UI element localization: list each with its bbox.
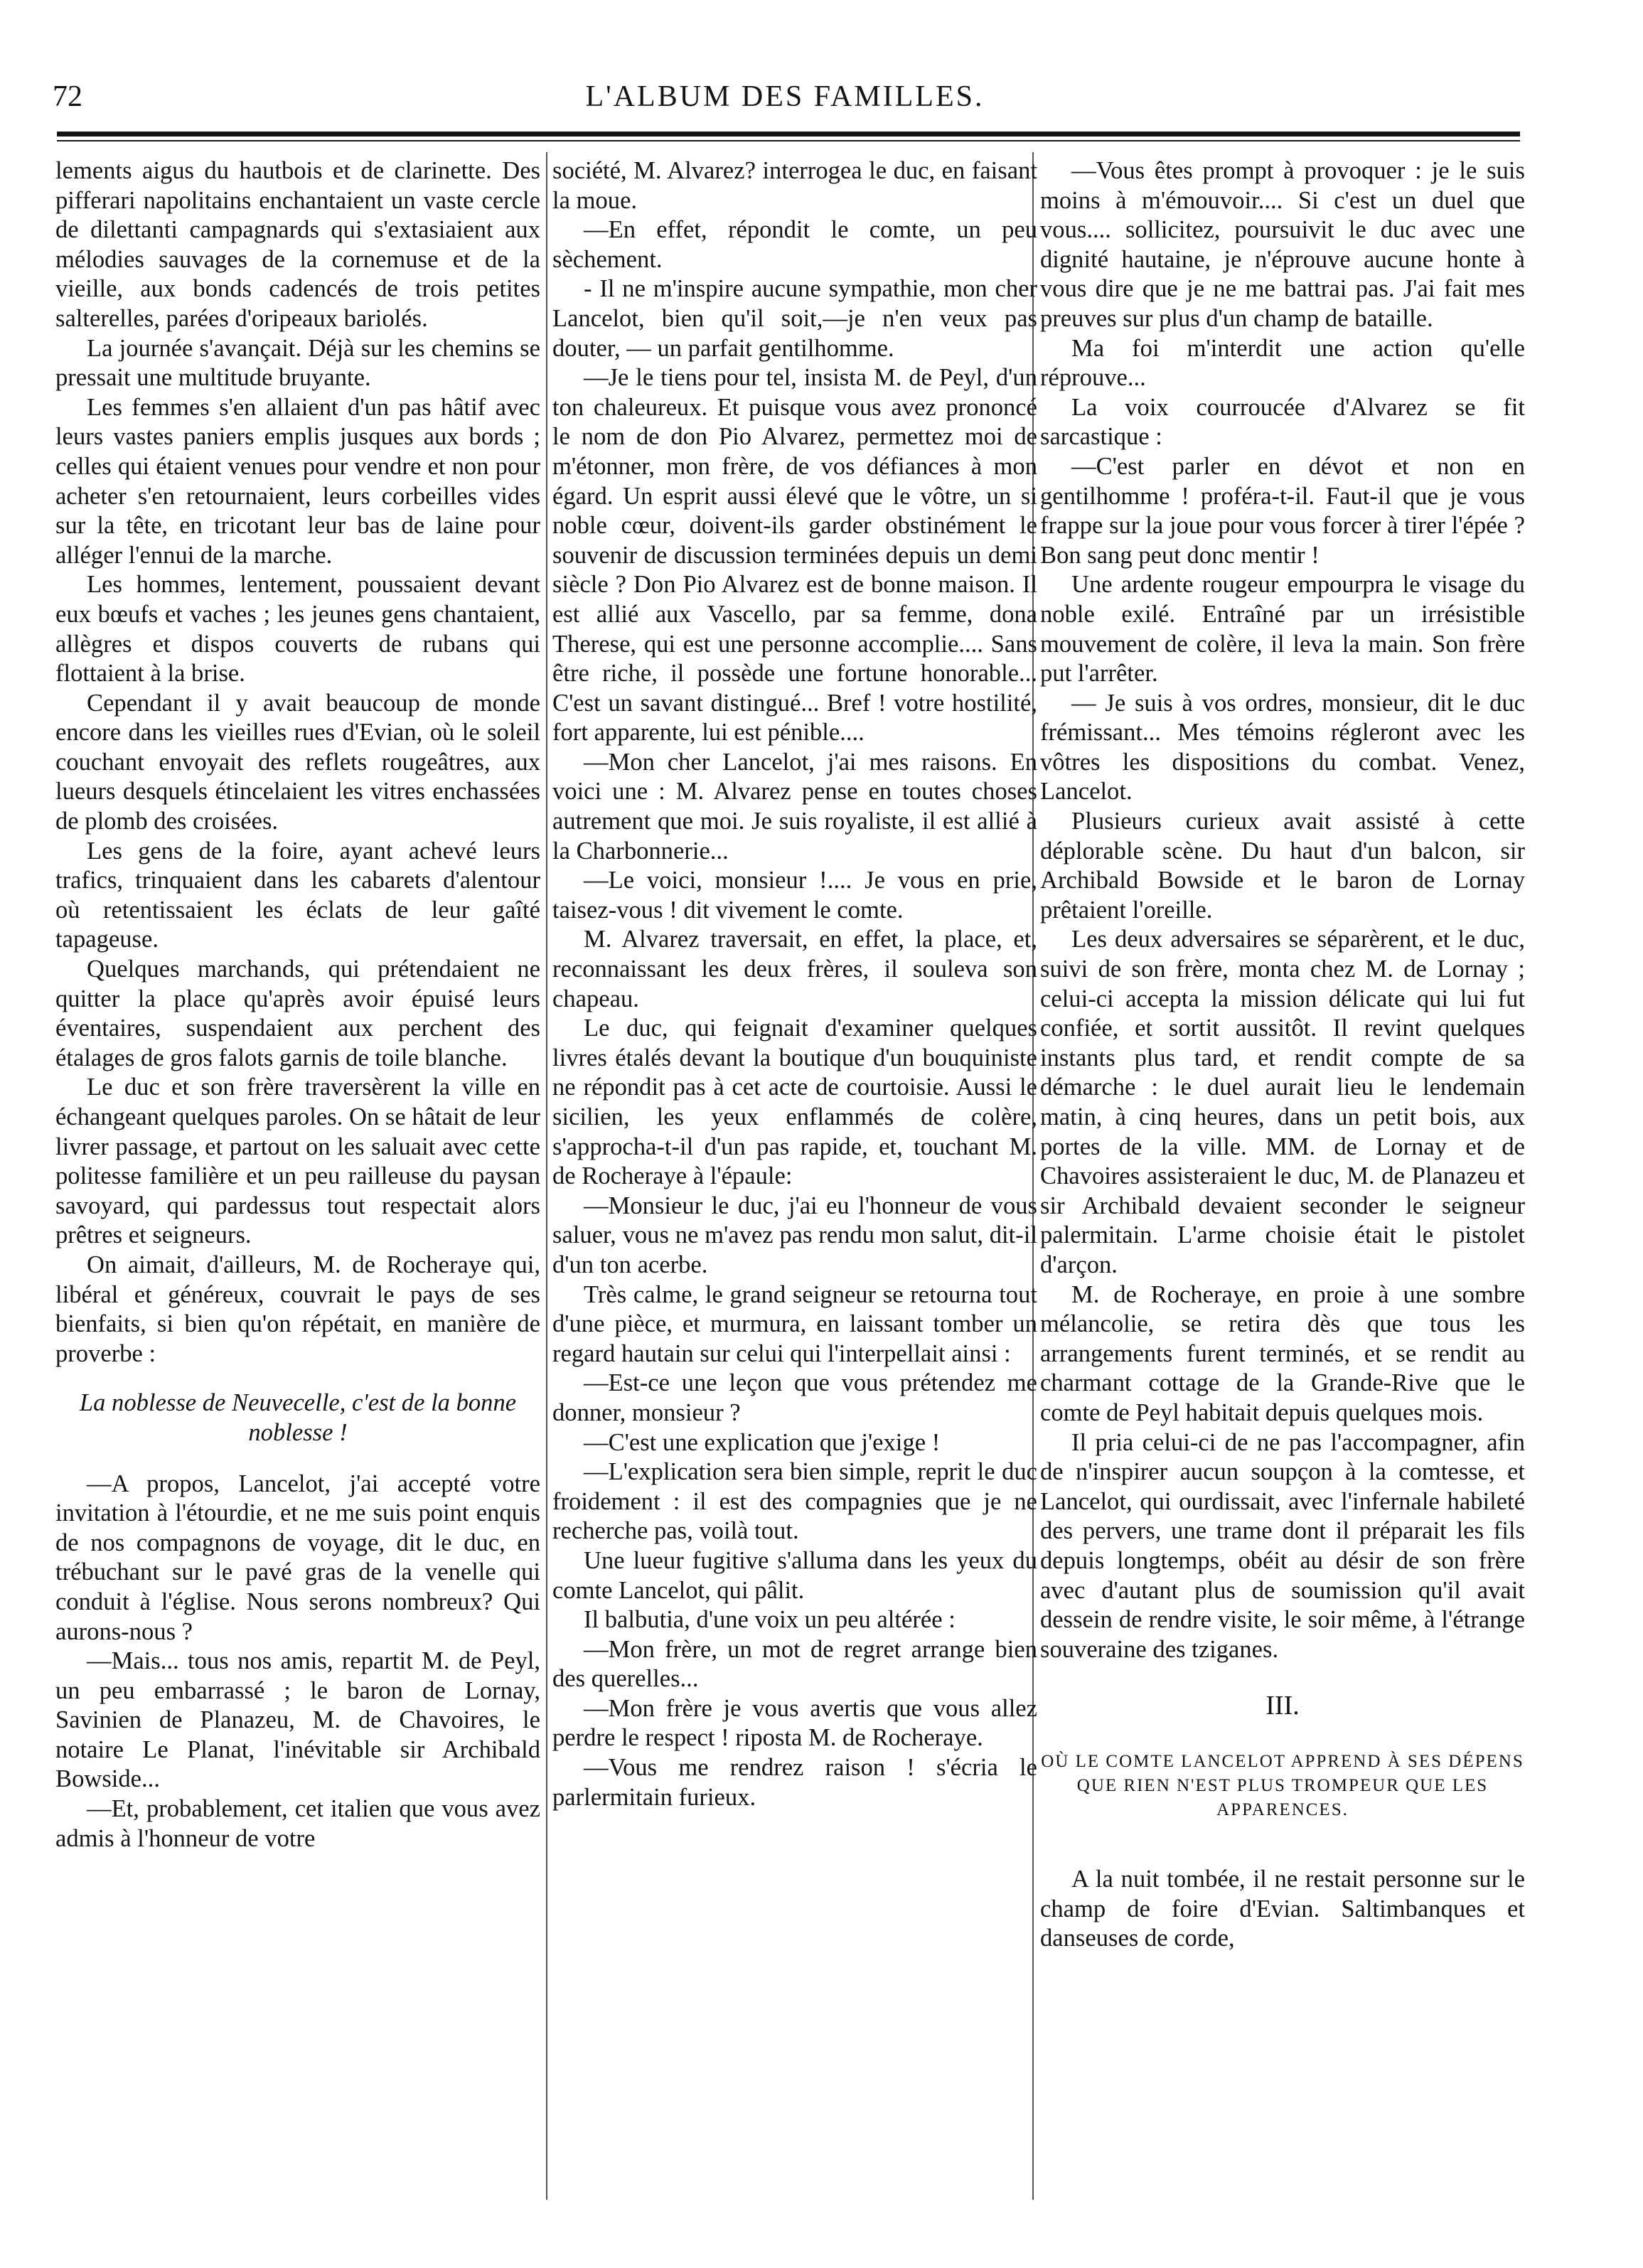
paragraph: —Est-ce une leçon que vous prétendez me donner, monsieur ?	[552, 1369, 1037, 1426]
paragraph: —Mon frère, un mot de regret arrange bien des querelles...	[552, 1635, 1037, 1693]
paragraph: —C'est une explication que j'exige !	[584, 1428, 941, 1456]
paragraph: La journée s'avançait. Déjà sur les chemins se pressait une multitude bruyante.	[55, 334, 540, 392]
paragraph: Plusieurs curieux avait assisté à cette déplorable scène. Du haut d'un balcon, sir Archibald Bowside et le baron de Lornay prêtaient l'oreille.	[1040, 808, 1525, 924]
paragraph: Le duc et son frère traversèrent la ville en échangeant quelques paroles. On se hâtait de leur livrer passage, et partout on les saluait avec cette politesse familière et un peu railleuse du paysan savoyard, qui pardessus tout respectait alors prêtres et seigneurs.	[55, 1074, 540, 1249]
paragraph: société, M. Alvarez? interrogea le duc, en faisant la moue.	[552, 157, 1037, 214]
header-rule-thin	[57, 140, 1520, 141]
paragraph: —Mais... tous nos amis, repartit M. de Peyl, un peu embarrassé ; le baron de Lornay, Savinien de Planazeu, M. de Chavoires, le notaire Le Planat, l'inévitable sir Archibald Bowside...	[55, 1647, 540, 1793]
paragraph: —Le voici, monsieur !.... Je vous en prie, taisez-vous ! dit vivement le comte.	[552, 867, 1037, 924]
paragraph: —A propos, Lancelot, j'ai accepté votre invitation à l'étourdie, et ne me suis point enquis de nos compagnons de voyage, dit le duc, en trébuchant sur le pavé gras de la venelle qui conduit à l'église. Nous serons nombreux? Qui aurons-nous ?	[55, 1470, 540, 1645]
page-header	[53, 80, 1517, 129]
paragraph: Il pria celui-ci de ne pas l'accompagner, afin de n'inspirer aucun soupçon à la comtesse, et Lancelot, qui ourdissait, avec l'infernale habileté des pervers, une trame dont il préparait les fils depuis longtemps, obéit au désir de son frère avec d'autant plus de soumission qu'il avait dessein de rendre visite, le soir même, à l'étrange souveraine des tziganes.	[1040, 1428, 1525, 1663]
paragraph: M. Alvarez traversait, en effet, la place, et, reconnaissant les deux frères, il souleva son chapeau.	[552, 926, 1037, 1012]
paragraph: Cependant il y avait beaucoup de monde encore dans les vieilles rues d'Evian, où le soleil couchant envoyait des reflets rougeâtres, aux lueurs desquels étincelaient les vitres enchassées de plomb des croisées.	[55, 689, 540, 835]
paragraph: Quelques marchands, qui prétendaient ne quitter la place qu'après avoir épuisé leurs éventaires, suspendaient aux perchent des étalages de gros falots garnis de toile blanche.	[55, 956, 540, 1071]
chapter-number: III.	[1265, 1691, 1300, 1721]
paragraph: —Mon cher Lancelot, j'ai mes raisons. En voici une : M. Alvarez pense en toutes choses autrement que moi. Je suis royaliste, il est allié à la Charbonnerie...	[552, 748, 1037, 865]
paragraph: Les femmes s'en allaient d'un pas hâtif avec leurs vastes paniers emplis jusques aux bords ; celles qui étaient venues pour vendre et non pour acheter s'en retournaient, leurs corbeilles vides sur la tête, en tricotant leur bas de laine pour alléger l'ennui de la marche.	[55, 393, 540, 569]
paragraph: —Monsieur le duc, j'ai eu l'honneur de vous saluer, vous ne m'avez pas rendu mon salut, dit-il d'un ton acerbe.	[552, 1192, 1037, 1278]
running-title: L'ALBUM DES FAMILLES.	[585, 80, 985, 113]
paragraph: — Je suis à vos ordres, monsieur, dit le duc frémissant... Mes témoins régleront avec les vôtres les dispositions du combat. Venez, Lancelot.	[1040, 689, 1525, 806]
paragraph: Les gens de la foire, ayant achevé leurs trafics, trinquaient dans les cabarets d'alentour où retentissaient les éclats de leur gaîté tapageuse.	[55, 837, 540, 953]
paragraph: —Vous me rendrez raison ! s'écria le parlermitain furieux.	[552, 1754, 1037, 1811]
paragraph: —Mon frère je vous avertis que vous allez perdre le respect ! riposta M. de Rocheraye.	[552, 1694, 1037, 1752]
column-separator	[546, 152, 547, 2200]
text-column-2	[552, 156, 1037, 2204]
motto-line: La noblesse de Neuvecelle, c'est de la bonne noblesse !	[79, 1389, 517, 1446]
paragraph: —L'explication sera bien simple, reprit le duc froidement : il est des compagnies que je ne recherche pas, voilà tout.	[552, 1458, 1037, 1545]
paragraph: Très calme, le grand seigneur se retourna tout d'une pièce, et murmura, en laissant tomber un regard hautain sur celui qui l'interpellait ainsi :	[552, 1280, 1037, 1367]
text-column-1	[55, 156, 540, 2204]
paragraph: A la nuit tombée, il ne restait personne sur le champ de foire d'Evian. Saltimbanques et danseuses de corde,	[1040, 1866, 1525, 1952]
paragraph: Une ardente rougeur empourpra le visage du noble exilé. Entraîné par un irrésistible mouvement de colère, il leva la main. Son frère put l'arrêter.	[1040, 571, 1525, 688]
paragraph: —En effet, répondit le comte, un peu sèchement.	[552, 216, 1037, 273]
paragraph: On aimait, d'ailleurs, M. de Rocheraye qui, libéral et généreux, couvrait le pays de ses bienfaits, si bien qu'on répétait, en manière de proverbe :	[55, 1251, 540, 1367]
paragraph: Ma foi m'interdit une action qu'elle réprouve...	[1040, 334, 1525, 392]
paragraph: lements aigus du hautbois et de clarinette. Des pifferari napolitains enchantaient un vaste cercle de dilettanti campagnards qui s'extasiaient aux mélodies sauvages de la cornemuse et de la vieille, aux bonds cadencés de trois petites salterelles, parées d'oripeaux bariolés.	[55, 157, 540, 332]
paragraph: - Il ne m'inspire aucune sympathie, mon cher Lancelot, bien qu'il soit,—je n'en veux pas douter, — un parfait gentilhomme.	[552, 275, 1037, 362]
paragraph: —Je le tiens pour tel, insista M. de Peyl, d'un ton chaleureux. Et puisque vous avez prononcé le nom de don Pio Alvarez, permettez moi de m'étonner, mon frère, de vos défiances à mon égard. Un esprit aussi élevé que le vôtre, un si noble cœur, doivent-ils garder obstinément le souvenir de discussion terminées depuis un demi siècle ? Don Pio Alvarez est de bonne maison. Il est allié aux Vascello, par sa femme, dona Therese, qui est une personne accomplie.... Sans être riche, il possède une fortune honorable... C'est un savant distingué... Bref ! votre hostilité, fort apparente, lui est pénible....	[552, 364, 1037, 747]
paragraph: Les hommes, lentement, poussaient devant eux bœufs et vaches ; les jeunes gens chantaient, allègres et dispos couverts de rubans qui flottaient à la brise.	[55, 571, 540, 688]
paragraph: Le duc, qui feignait d'examiner quelques livres étalés devant la boutique d'un bouquiniste ne répondit pas à cet acte de courtoisie. Aussi le sicilien, les yeux enflammés de colère, s'approcha-t-il d'un pas rapide, et, touchant M. de Rocheraye à l'épaule:	[552, 1015, 1037, 1190]
paragraph: —C'est parler en dévot et non en gentilhomme ! proféra-t-il. Faut-il que je vous frappe sur la joue pour vous forcer à tirer l'épée ? Bon sang peut donc mentir !	[1040, 452, 1525, 569]
page-number: 72	[53, 80, 82, 113]
paragraph: M. de Rocheraye, en proie à une sombre mélancolie, se retira dès que tous les arrangements furent terminés, et se rendit au charmant cottage de la Grande-Rive que le comte de Peyl habitait depuis quelques mois.	[1040, 1280, 1525, 1426]
chapter-title: OÙ LE COMTE LANCELOT APPREND À SES DÉPENS QUE RIEN N'EST PLUS TROMPEUR QUE LES APPARENCES.	[1041, 1752, 1524, 1820]
paragraph: Il balbutia, d'une voix un peu altérée :	[584, 1606, 956, 1634]
paragraph: Une lueur fugitive s'alluma dans les yeux du comte Lancelot, qui pâlit.	[552, 1546, 1037, 1604]
paragraph: Les deux adversaires se séparèrent, et le duc, suivi de son frère, monta chez M. de Lornay ; celui-ci accepta la mission délicate qui lui fut confiée, et sortit aussitôt. Il revint quelques instants plus tard, et rendit compte de sa démarche : le duel aurait lieu le lendemain matin, à cinq heures, dans un petit bois, aux portes de la ville. MM. de Lornay et de Chavoires assisteraient le duc, M. de Planazeu et sir Archibald devaient seconder le seigneur palermitain. L'arme choisie était le pistolet d'arçon.	[1040, 926, 1525, 1278]
paragraph: —Vous êtes prompt à provoquer : je le suis moins à m'émouvoir.... Si c'est un duel que vous.... sollicitez, poursuivit le duc avec une dignité hautaine, je n'éprouve aucune honte à vous dire que je ne me battrai pas. J'ai fait mes preuves sur plus d'un champ de bataille.	[1040, 157, 1525, 332]
paragraph: La voix courroucée d'Alvarez se fit sarcastique :	[1040, 393, 1525, 451]
paragraph: —Et, probablement, cet italien que vous avez admis à l'honneur de votre	[55, 1795, 540, 1852]
text-column-3	[1040, 156, 1525, 2204]
header-rule-thick	[57, 132, 1520, 137]
